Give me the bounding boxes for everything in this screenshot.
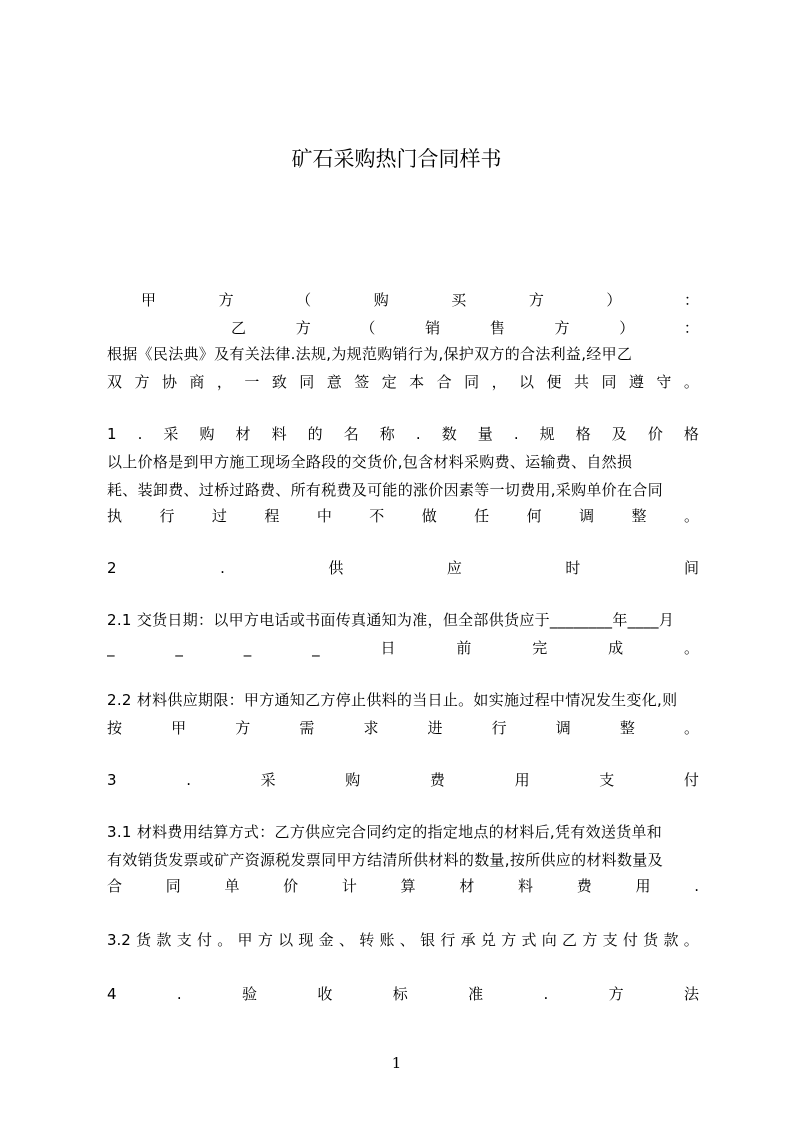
text-token: 中 (316, 507, 332, 525)
text-token: 购 (373, 291, 389, 309)
text-token: 格 (683, 425, 699, 443)
text-token: 成 (608, 639, 624, 657)
text-token: 方 (218, 291, 234, 309)
text-token: 守 (656, 373, 672, 391)
text-token: _ (312, 639, 320, 657)
text-line (107, 423, 699, 445)
text-token: 、 (399, 931, 415, 949)
text-token: 前 (456, 639, 472, 657)
text-token: 购 (345, 771, 361, 789)
text-token: 同 (464, 373, 480, 391)
text-token: 调 (579, 507, 595, 525)
text-token: 协 (161, 373, 177, 391)
text-token: 调 (555, 719, 571, 737)
text-token: . (513, 425, 519, 443)
text-token: 方 (134, 373, 150, 391)
text-token: 同 (165, 877, 181, 895)
text-token: 。 (683, 373, 699, 391)
document-title: 矿石采购热门合同样书 (291, 147, 502, 171)
text-token: ： (683, 319, 699, 337)
text-token: 购 (199, 425, 215, 443)
text-token: 应 (446, 559, 462, 577)
text-token: 量 (477, 425, 493, 443)
text-token: 价 (283, 877, 299, 895)
text-token: . (415, 425, 421, 443)
text-token: ） (619, 319, 635, 337)
text-token: 甲 (141, 291, 157, 309)
text-token: 定 (381, 373, 397, 391)
text-token: 方 (295, 319, 311, 337)
text-line (107, 637, 699, 659)
text-token: . (543, 985, 549, 1003)
text-token: 任 (474, 507, 490, 525)
text-token: 乙 (231, 319, 247, 337)
text-token: 做 (421, 507, 437, 525)
text-token: 的 (307, 425, 323, 443)
text-token: 方 (528, 291, 544, 309)
text-line (107, 505, 699, 527)
text-token: 不 (369, 507, 385, 525)
text-token: （ (296, 291, 312, 309)
text-token: 货 (136, 931, 152, 949)
text-token: 一 (244, 373, 260, 391)
text-token: 款 (663, 931, 679, 949)
text-line (107, 371, 699, 393)
text-token: 、 (338, 931, 354, 949)
text-token: 材 (235, 425, 251, 443)
text-token: 需 (299, 719, 315, 737)
text-token: ， (216, 373, 232, 391)
text-token: 名 (343, 425, 359, 443)
text-token: 甲 (237, 931, 253, 949)
text-token: 料 (518, 877, 534, 895)
text-token: 合 (436, 373, 452, 391)
text-token: 支 (602, 931, 618, 949)
text-token: 付 (683, 771, 699, 789)
text-token: 付 (622, 931, 638, 949)
text-line (107, 717, 699, 739)
text-token: 执 (107, 507, 123, 525)
text-token: _ (107, 639, 115, 657)
text-token: 费 (429, 771, 445, 789)
text-token: 同 (601, 373, 617, 391)
text-token: 采 (163, 425, 179, 443)
text-token: 方 (501, 931, 517, 949)
text-token: 行 (440, 931, 456, 949)
text-token: 货 (643, 931, 659, 949)
text-token: 称 (379, 425, 395, 443)
text-token: 算 (400, 877, 416, 895)
text-token: 转 (359, 931, 375, 949)
text-token: 遵 (628, 373, 644, 391)
text-token: 费 (576, 877, 592, 895)
text-token: 单 (224, 877, 240, 895)
text-token: 。 (217, 931, 233, 949)
text-token: 用 (635, 877, 651, 895)
text-token: 日 (380, 639, 396, 657)
text-token: . (176, 985, 182, 1003)
text-token: . (694, 877, 699, 895)
text-token: 式 (521, 931, 537, 949)
text-token: 进 (427, 719, 443, 737)
text-token: 整 (631, 507, 647, 525)
text-line (107, 875, 699, 897)
text-token: 收 (317, 985, 333, 1003)
text-token: 现 (298, 931, 314, 949)
text-token: 便 (546, 373, 562, 391)
text-token: 支 (176, 931, 192, 949)
text-token: 金 (318, 931, 334, 949)
text-token: . (220, 559, 225, 577)
text-token: 款 (156, 931, 172, 949)
text-token: 方 (608, 985, 624, 1003)
text-token: 致 (271, 373, 287, 391)
text-token: ， (491, 373, 507, 391)
text-token: 同 (299, 373, 315, 391)
text-token: 3 (107, 771, 117, 789)
text-line (107, 983, 699, 1005)
text-token: 方 (257, 931, 273, 949)
text-token: 买 (451, 291, 467, 309)
text-token: 法 (683, 985, 699, 1003)
text-token: 账 (379, 931, 395, 949)
text-token: 以 (519, 373, 535, 391)
text-token: 行 (159, 507, 175, 525)
text-token: 以 (278, 931, 294, 949)
text-token: 售 (489, 319, 505, 337)
text-token: 验 (242, 985, 258, 1003)
text-token: 。 (683, 931, 699, 949)
text-token: 时 (565, 559, 581, 577)
text-line: 2.1 交货日期：以甲方电话或书面传真通知为准，但全部供货应于________年____月 (107, 611, 675, 629)
text-line (231, 317, 699, 339)
text-token: 计 (341, 877, 357, 895)
text-token: 完 (532, 639, 548, 657)
text-token: _ (243, 639, 252, 657)
text-line: 3.1 材料费用结算方式：乙方供应完合同约定的指定地点的材料后,凭有效送货单和 (107, 823, 663, 841)
text-token: 求 (363, 719, 379, 737)
text-token: 料 (271, 425, 287, 443)
text-token: 数 (441, 425, 457, 443)
text-token: 。 (683, 507, 699, 525)
text-token: 材 (459, 877, 475, 895)
text-token: 。 (683, 719, 699, 737)
text-token: 3.2 (107, 931, 131, 949)
text-token: 乙 (562, 931, 578, 949)
text-token: 意 (326, 373, 342, 391)
text-token: 兑 (480, 931, 496, 949)
text-token: ） (606, 291, 622, 309)
text-token: 及 (611, 425, 627, 443)
text-token: _ (175, 639, 183, 657)
text-token: 标 (392, 985, 408, 1003)
text-token: 行 (491, 719, 507, 737)
text-token: 商 (189, 373, 205, 391)
text-token: 2 (107, 559, 117, 577)
text-token: 方 (554, 319, 570, 337)
text-token: 承 (460, 931, 476, 949)
text-token: 间 (683, 559, 699, 577)
page-number: 1 (391, 1054, 402, 1072)
text-token: 何 (526, 507, 542, 525)
text-token: 格 (575, 425, 591, 443)
text-token: 签 (354, 373, 370, 391)
text-token: 规 (539, 425, 555, 443)
text-token: 双 (107, 373, 123, 391)
text-token: 4 (107, 985, 117, 1003)
text-token: 方 (582, 931, 598, 949)
text-token: ： (683, 291, 699, 309)
text-token: . (137, 425, 143, 443)
text-token: 共 (573, 373, 589, 391)
text-token: 1 (107, 425, 117, 443)
text-token: 本 (409, 373, 425, 391)
text-token: （ (360, 319, 376, 337)
text-token: 整 (619, 719, 635, 737)
text-token: 付 (196, 931, 212, 949)
text-token: 合 (107, 877, 123, 895)
text-line: 根据《民法典》及有关法律.法规,为规范购销行为,保护双方的合法利益,经甲乙 (107, 345, 633, 363)
text-line: 有效销货发票或矿产资源税发票同甲方结清所供材料的数量,按所供应的材料数量及 (107, 851, 663, 869)
text-token: 银 (420, 931, 436, 949)
text-line (107, 557, 699, 579)
text-line (107, 929, 699, 951)
text-line: 耗、装卸费、过桥过路费、所有税费及可能的涨价因素等一切费用,采购单价在合同 (107, 481, 663, 499)
text-token: 采 (260, 771, 276, 789)
text-token: 按 (107, 719, 123, 737)
text-token: . (186, 771, 191, 789)
text-token: 程 (264, 507, 280, 525)
text-token: 价 (647, 425, 663, 443)
text-token: 向 (541, 931, 557, 949)
text-line (107, 769, 699, 791)
text-token: 销 (425, 319, 441, 337)
text-token: 用 (514, 771, 530, 789)
text-line: 2.2 材料供应期限：甲方通知乙方停止供料的当日止。如实施过程中情况发生变化,则 (107, 691, 678, 709)
text-line (141, 289, 699, 311)
text-token: 准 (468, 985, 484, 1003)
text-token: 方 (235, 719, 251, 737)
text-token: 过 (211, 507, 227, 525)
text-token: 供 (328, 559, 344, 577)
text-line: 以上价格是到甲方施工现场全路段的交货价,包含材料采购费、运输费、自然损 (107, 453, 633, 471)
text-token: 支 (599, 771, 615, 789)
text-token: 甲 (171, 719, 187, 737)
text-token: 。 (683, 639, 699, 657)
